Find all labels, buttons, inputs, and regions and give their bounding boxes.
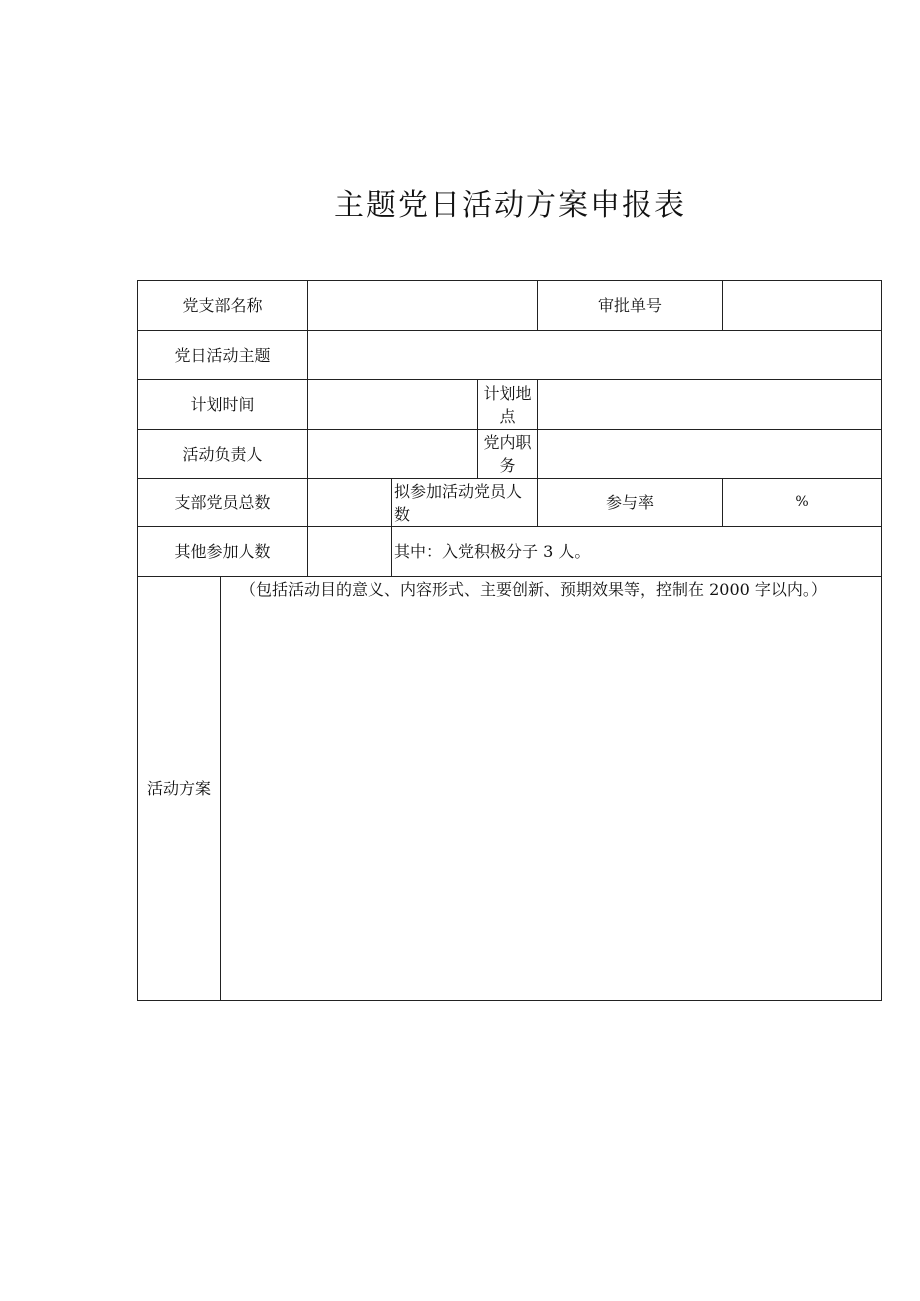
party-position-label: 党内职务 — [477, 429, 538, 479]
plan-location-label: 计划地点 — [477, 379, 538, 430]
activity-theme-field[interactable] — [307, 330, 882, 380]
participation-rate-field[interactable]: % — [722, 478, 882, 527]
total-members-label: 支部党员总数 — [137, 478, 308, 527]
branch-name-label: 党支部名称 — [137, 280, 308, 331]
form-title: 主题党日活动方案申报表 — [334, 188, 686, 223]
total-members-field[interactable] — [307, 478, 392, 527]
approval-number-label: 审批单号 — [537, 280, 723, 331]
planned-participants-label: 拟参加活动党员人数 — [391, 478, 538, 527]
activity-plan-label: 活动方案 — [137, 576, 221, 1001]
other-participants-note: 其中：入党积极分子 3 人。 — [391, 526, 882, 577]
plan-time-field[interactable] — [307, 379, 478, 430]
other-participants-field[interactable] — [307, 526, 392, 577]
other-participants-label: 其他参加人数 — [137, 526, 308, 577]
party-position-field[interactable] — [537, 429, 882, 479]
activity-plan-field[interactable] — [220, 576, 882, 1001]
plan-location-field[interactable] — [537, 379, 882, 430]
approval-number-field[interactable] — [722, 280, 882, 331]
activity-theme-label: 党日活动主题 — [137, 330, 308, 380]
participation-rate-label: 参与率 — [537, 478, 723, 527]
activity-plan-hint: （包括活动目的意义、内容形式、主要创新、预期效果等，控制在 2000 字以内。） — [240, 580, 827, 599]
branch-name-field[interactable] — [307, 280, 538, 331]
plan-time-label: 计划时间 — [137, 379, 308, 430]
activity-leader-field[interactable] — [307, 429, 478, 479]
activity-leader-label: 活动负责人 — [137, 429, 308, 479]
